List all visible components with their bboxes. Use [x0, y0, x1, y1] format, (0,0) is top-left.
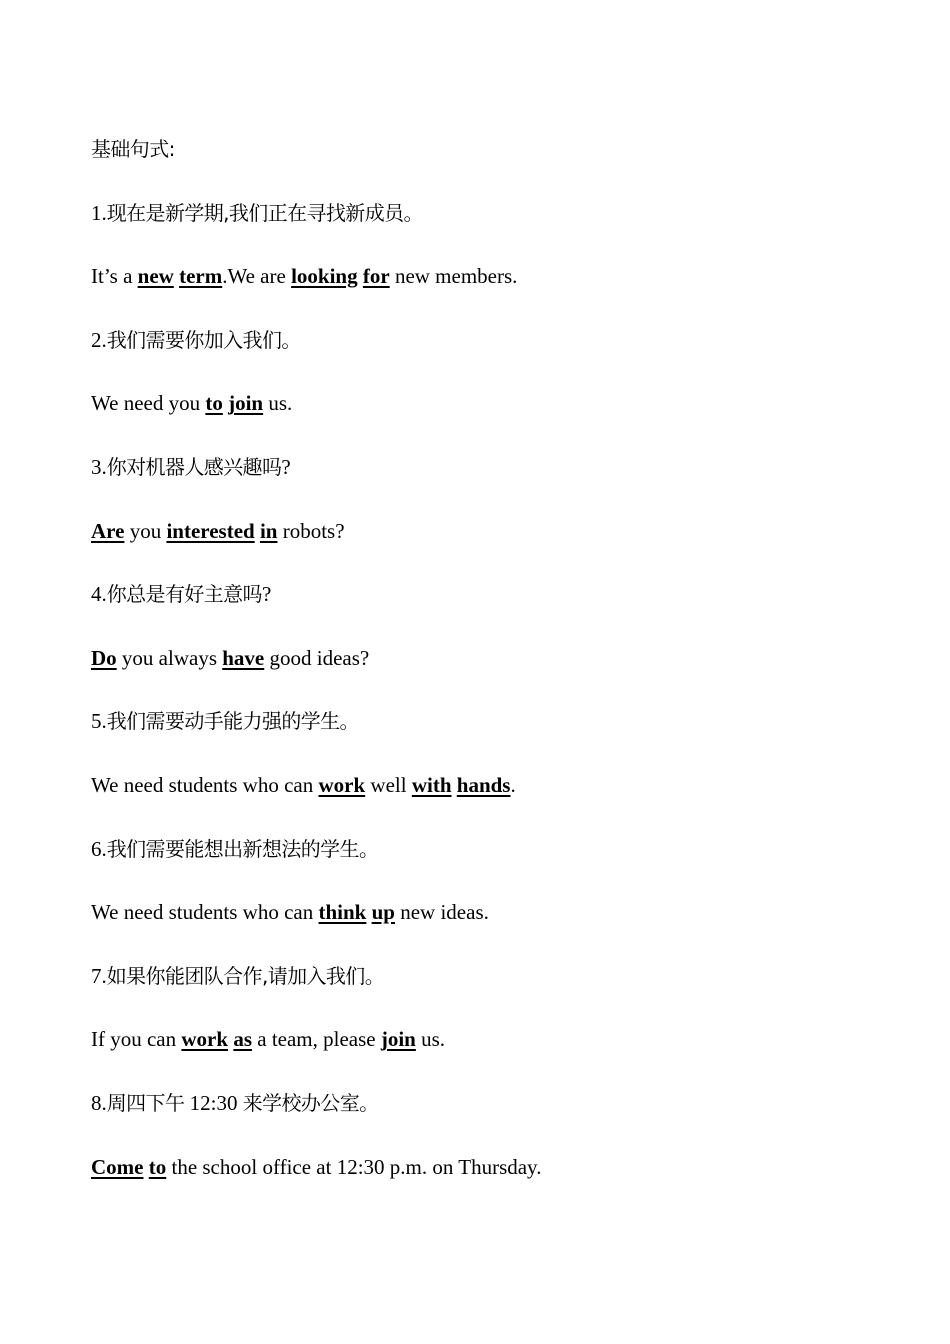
chinese-text: 我们需要动手能力强的学生。: [106, 709, 359, 734]
chinese-sentence: [91, 576, 891, 640]
english-sentence: [91, 385, 891, 449]
sentence-text: well: [365, 772, 412, 797]
sentence-number: 6.: [91, 836, 107, 861]
english-sentence: [91, 258, 891, 322]
chinese-text: 周四下午: [106, 1090, 185, 1115]
document-page: [91, 131, 891, 1212]
sentence-text: robots?: [277, 518, 345, 543]
chinese-sentence: [91, 449, 891, 513]
sentence-text: the school office at 12:30 p.m. on Thursday.: [166, 1154, 542, 1179]
chinese-sentence: [91, 1085, 891, 1149]
chinese-sentence: [91, 831, 891, 895]
sentence-number: 5.: [91, 709, 107, 734]
keyword-blank: to: [148, 1154, 167, 1179]
sentence-number: 2.: [91, 327, 107, 352]
sentence-text: you always: [116, 645, 223, 670]
sentence-text: .We are: [222, 264, 292, 289]
sentence-text: a team, please: [252, 1027, 381, 1052]
keyword-blank: join: [380, 1027, 416, 1052]
keyword-blank: hands: [456, 772, 511, 797]
keyword-blank: with: [411, 772, 452, 797]
sentence-number: 8.: [91, 1090, 107, 1115]
latin-text: ?: [261, 582, 272, 607]
sentence-text: We need you: [91, 391, 206, 416]
english-sentence: [91, 894, 891, 958]
chinese-text: 来学校办公室。: [242, 1090, 379, 1115]
chinese-sentence: [91, 322, 891, 386]
section-heading: 基础句式:: [91, 137, 175, 161]
keyword-blank: to: [205, 391, 223, 416]
sentence-text: us.: [415, 1027, 446, 1052]
keyword-blank: think: [318, 900, 367, 925]
chinese-text: 我们需要能想出新想法的学生。: [106, 836, 379, 861]
keyword-blank: Do: [91, 645, 117, 670]
chinese-sentence: [91, 958, 891, 1022]
keyword-blank: have: [222, 645, 265, 670]
sentence-text: you: [124, 518, 167, 543]
sentence-list: [91, 195, 891, 1213]
sentence-text: We need students who can: [91, 900, 319, 925]
keyword-blank: for: [362, 264, 390, 289]
english-sentence: [91, 1149, 891, 1213]
sentence-text: good ideas?: [264, 645, 370, 670]
sentence-text: new members.: [389, 264, 518, 289]
sentence-text: It’s a: [91, 264, 138, 289]
sentence-text: .: [510, 772, 516, 797]
keyword-blank: new: [137, 264, 174, 289]
sentence-number: 3.: [91, 454, 107, 479]
english-sentence: [91, 1021, 891, 1085]
latin-text: ?: [281, 454, 291, 479]
keyword-blank: Are: [91, 518, 125, 543]
chinese-text: 你总是有好主意吗: [106, 582, 262, 607]
sentence-text: We need students who can: [91, 772, 319, 797]
english-sentence: [91, 767, 891, 831]
keyword-blank: join: [228, 391, 264, 416]
sentence-number: 1.: [91, 200, 107, 225]
chinese-sentence: [91, 703, 891, 767]
sentence-number: 7.: [91, 963, 107, 988]
sentence-text: If you can: [91, 1027, 182, 1052]
latin-text: 12:30: [184, 1090, 243, 1115]
english-sentence: [91, 513, 891, 577]
keyword-blank: in: [259, 518, 278, 543]
sentence-number: 4.: [91, 582, 107, 607]
sentence-text: new ideas.: [394, 900, 489, 925]
keyword-blank: work: [181, 1027, 229, 1052]
keyword-blank: as: [233, 1027, 252, 1052]
chinese-text: 我们需要你加入我们。: [106, 327, 301, 352]
keyword-blank: Come: [91, 1154, 144, 1179]
chinese-text: 你对机器人感兴趣吗: [106, 454, 282, 479]
keyword-blank: looking: [291, 264, 358, 289]
english-sentence: [91, 640, 891, 704]
keyword-blank: term: [179, 264, 223, 289]
chinese-text: 如果你能团队合作,请加入我们。: [106, 963, 385, 988]
keyword-blank: up: [371, 900, 395, 925]
sentence-text: us.: [263, 391, 293, 416]
chinese-text: 现在是新学期,我们正在寻找新成员。: [106, 200, 423, 225]
keyword-blank: work: [318, 772, 366, 797]
chinese-sentence: [91, 195, 891, 259]
keyword-blank: interested: [166, 518, 255, 543]
